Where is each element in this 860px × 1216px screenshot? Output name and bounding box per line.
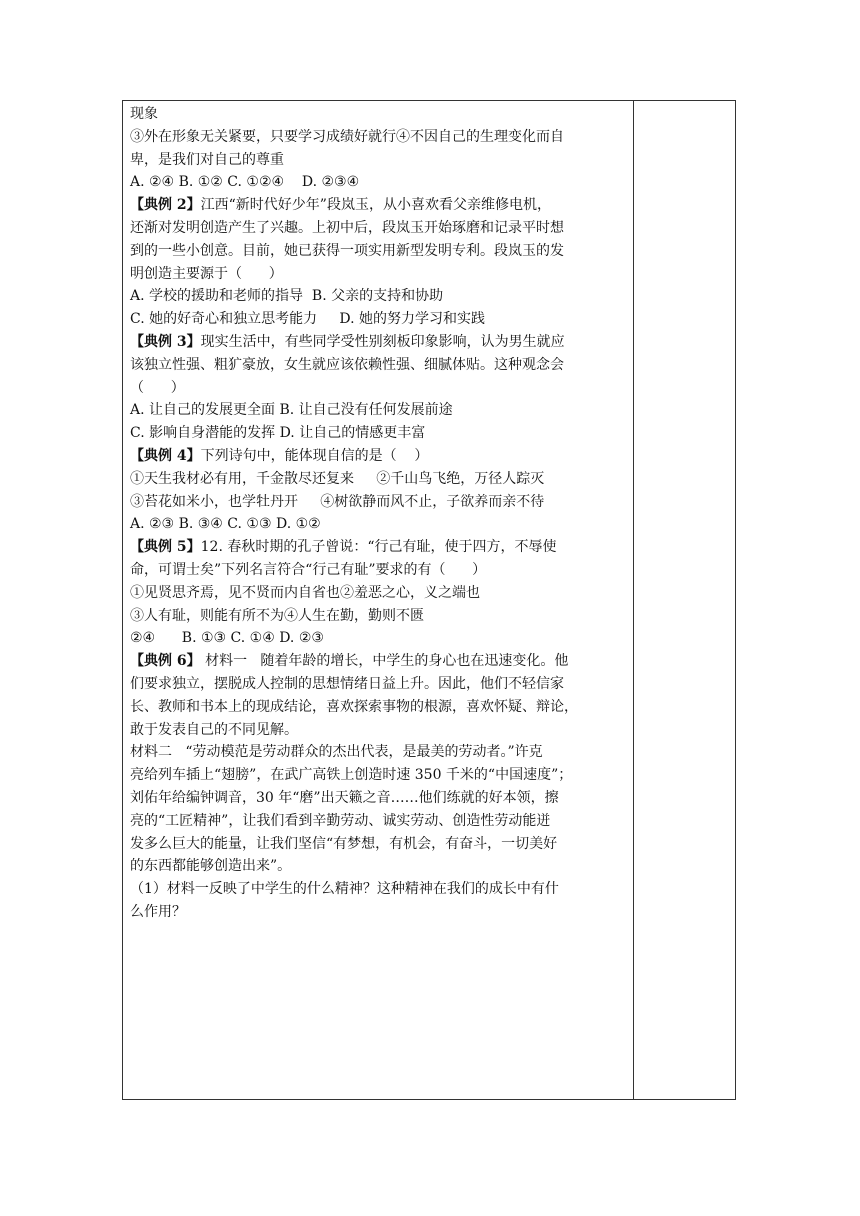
example-6-heading [130, 650, 628, 673]
text-line: 12. 春秋时期的孔子曾说：“行己有耻，使于四方，不辱使 [200, 539, 557, 556]
text-line: 敢于发表自己的不同见解。 [130, 721, 298, 738]
text-line: （ ） [130, 379, 185, 396]
text-line: 江西“新时代好少年”段岚玉，从小喜欢看父亲维修电机， [200, 197, 551, 214]
text-line: 材料二 “劳动模范是劳动群众的杰出代表，是最美的劳动者。”许克 [130, 744, 543, 761]
text-line: ①天生我材必有用，千金散尽还复来 ②千山鸟飞绝，万径人踪灭 [130, 470, 545, 487]
text-line: 现象 [130, 106, 158, 122]
example-5-heading [130, 536, 628, 559]
text-line: 该独立性强、粗犷豪放，女生就应该依赖性强、细腻体贴。这种观念会 [130, 356, 564, 373]
text-line: 卑，是我们对自己的尊重 [130, 151, 284, 168]
text-line: 还渐对发明创造产生了兴趣。上初中后，段岚玉开始琢磨和记录平时想 [130, 219, 564, 236]
example-tag: 【典例 6】 [130, 653, 201, 670]
text-line: ③人有耻，则能有所不为④人生在勤，勤则不匮 [130, 607, 424, 624]
text-line: ③外在形象无关紧要，只要学习成绩好就行④不因自己的生理变化而自 [130, 128, 564, 145]
text-line: 亮给列车插上“翅膀”，在武广高铁上创造时速 350 千米的“中国速度”； [130, 767, 573, 784]
text-line: A. ②③ B. ③④ C. ①③ D. ①② [130, 516, 321, 533]
question-content [130, 103, 628, 924]
text-line: 命，可谓士矣”下列名言符合“行己有耻”要求的有（ ） [130, 561, 487, 578]
text-line: 刘佑年给编钟调音，30 年“磨”出天籁之音……他们练就的好本领，擦 [130, 789, 559, 806]
text-line: 下列诗句中，能体现自信的是（ ） [200, 447, 429, 464]
example-tag: 【典例 3】 [130, 333, 201, 350]
text-line: 发多么巨大的能量，让我们坚信“有梦想，有机会，有奋斗，一切美好 [130, 835, 558, 852]
text-line: ①见贤思齐焉，见不贤而内自省也②羞恶之心，义之端也 [130, 584, 480, 601]
text-line: ③苔花如米小，也学牡丹开 ④树欲静而风不止，子欲养而亲不待 [130, 493, 545, 510]
text-line: A. ②④ B. ①② C. ①②④ D. ②③④ [130, 174, 360, 191]
text-line: C. 影响自身潜能的发挥 D. 让自己的情感更丰富 [130, 425, 426, 442]
text-line: ②④ B. ①③ C. ①④ D. ②③ [130, 630, 324, 647]
example-tag: 【典例 2】 [130, 197, 201, 214]
text-line: 么作用？ [130, 903, 186, 920]
example-tag: 【典例 5】 [130, 539, 201, 556]
text-line: A. 让自己的发展更全面 B. 让自己没有任何发展前途 [130, 402, 453, 419]
example-2-heading [130, 194, 628, 217]
text-line: 长、教师和书本上的现成结论，喜欢探索事物的根源，喜欢怀疑、辩论， [130, 698, 578, 715]
text-line: 到的一些小创意。目前，她已获得一项实用新型发明专利。段岚玉的发 [130, 242, 564, 259]
text-line: 现实生活中，有些同学受性别刻板印象影响，认为男生就应 [200, 333, 565, 350]
text-line: 亮的“工匠精神”，让我们看到辛勤劳动、诚实劳动、创造性劳动能迸 [130, 812, 551, 829]
text-line: C. 她的好奇心和独立思考能力 D. 她的努力学习和实践 [130, 311, 485, 328]
text-line: （1）材料一反映了中学生的什么精神？这种精神在我们的成长中有什 [130, 881, 559, 898]
column-divider [633, 100, 634, 1100]
example-4-heading [130, 445, 628, 468]
text-line: 明创造主要源于（ ） [130, 265, 283, 282]
text-line: 材料一 随着年龄的增长，中学生的身心也在迅速变化。他 [200, 653, 569, 670]
text-line: A. 学校的援助和老师的指导 B. 父亲的支持和协助 [130, 288, 444, 305]
text-line: 的东西都能够创造出来”。 [130, 858, 292, 875]
text-line: 们要求独立，摆脱成人控制的思想情绪日益上升。因此，他们不轻信家 [130, 675, 564, 692]
example-tag: 【典例 4】 [130, 447, 201, 464]
example-3-heading [130, 331, 628, 354]
